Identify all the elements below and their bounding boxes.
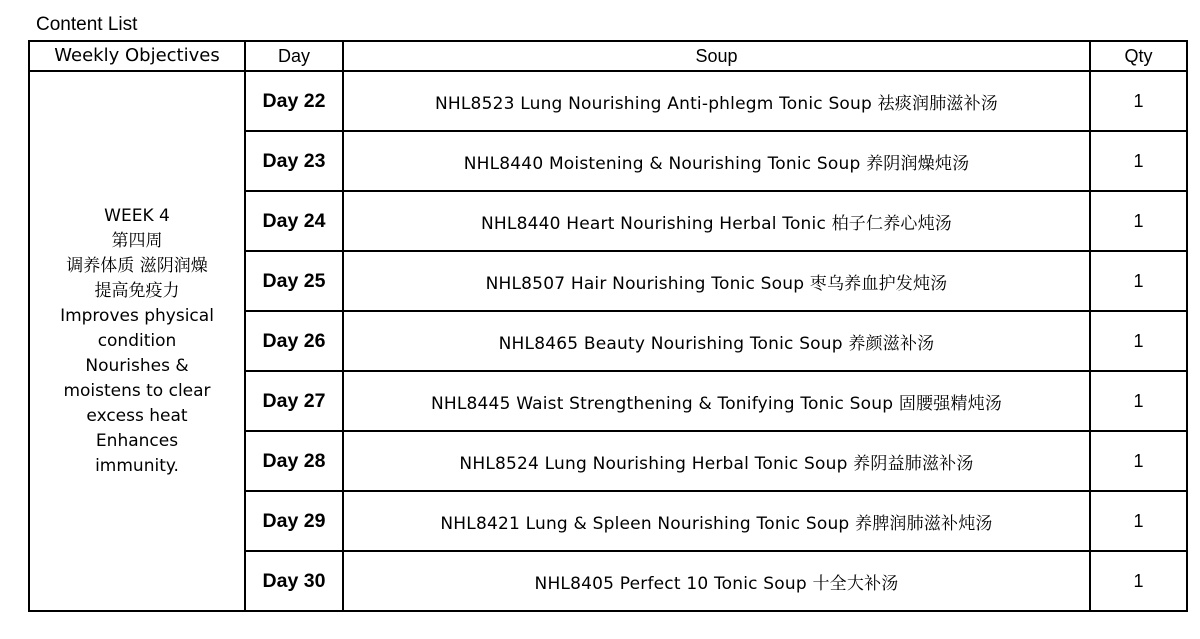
qty-cell: 1	[1090, 311, 1187, 371]
soup-cell: NHL8523 Lung Nourishing Anti-phlegm Tonic Soup 祛痰润肺滋补汤	[343, 71, 1090, 131]
soup-cell: NHL8445 Waist Strengthening & Tonifying Tonic Soup 固腰强精炖汤	[343, 371, 1090, 431]
soup-cell: NHL8440 Heart Nourishing Herbal Tonic 柏子仁养心炖汤	[343, 191, 1090, 251]
objective-line: 第四周	[111, 230, 163, 251]
day-cell: Day 24	[245, 191, 343, 251]
content-list-table	[28, 40, 1188, 612]
day-cell: Day 28	[245, 431, 343, 491]
header-weekly-objectives: Weekly Objectives	[29, 41, 245, 71]
qty-cell: 1	[1090, 431, 1187, 491]
header-qty: Qty	[1090, 41, 1187, 71]
soup-cell: NHL8507 Hair Nourishing Tonic Soup 枣乌养血护发炖汤	[343, 251, 1090, 311]
soup-cell: NHL8421 Lung & Spleen Nourishing Tonic Soup 养脾润肺滋补炖汤	[343, 491, 1090, 551]
qty-cell: 1	[1090, 371, 1187, 431]
objective-line: excess heat	[86, 405, 188, 426]
day-cell: Day 25	[245, 251, 343, 311]
objective-line: WEEK 4	[104, 205, 170, 226]
objective-line: 提高免疫力	[94, 280, 180, 301]
table-header-row	[29, 41, 1187, 71]
objective-line: moistens to clear	[63, 380, 211, 401]
soup-cell: NHL8405 Perfect 10 Tonic Soup 十全大补汤	[343, 551, 1090, 611]
objective-line: Enhances	[95, 430, 179, 451]
soup-cell: NHL8465 Beauty Nourishing Tonic Soup 养颜滋补汤	[343, 311, 1090, 371]
day-cell: Day 22	[245, 71, 343, 131]
objective-line: condition	[97, 330, 177, 351]
table-row	[29, 71, 1187, 131]
qty-cell: 1	[1090, 551, 1187, 611]
qty-cell: 1	[1090, 251, 1187, 311]
objective-line: 调养体质 滋阴润燥	[66, 255, 208, 276]
day-cell: Day 26	[245, 311, 343, 371]
soup-cell: NHL8440 Moistening & Nourishing Tonic Soup 养阴润燥炖汤	[343, 131, 1090, 191]
day-cell: Day 29	[245, 491, 343, 551]
qty-cell: 1	[1090, 131, 1187, 191]
header-soup: Soup	[343, 41, 1090, 71]
day-cell: Day 27	[245, 371, 343, 431]
qty-cell: 1	[1090, 491, 1187, 551]
document-title: Content List	[36, 14, 138, 35]
objective-line: Nourishes &	[85, 355, 189, 376]
soup-cell: NHL8524 Lung Nourishing Herbal Tonic Soup 养阴益肺滋补汤	[343, 431, 1090, 491]
qty-cell: 1	[1090, 71, 1187, 131]
day-cell: Day 23	[245, 131, 343, 191]
day-cell: Day 30	[245, 551, 343, 611]
header-day: Day	[245, 41, 343, 71]
qty-cell: 1	[1090, 191, 1187, 251]
objective-line: Improves physical	[60, 305, 214, 326]
weekly-objectives-cell	[29, 71, 245, 611]
objective-line: immunity.	[95, 455, 179, 476]
